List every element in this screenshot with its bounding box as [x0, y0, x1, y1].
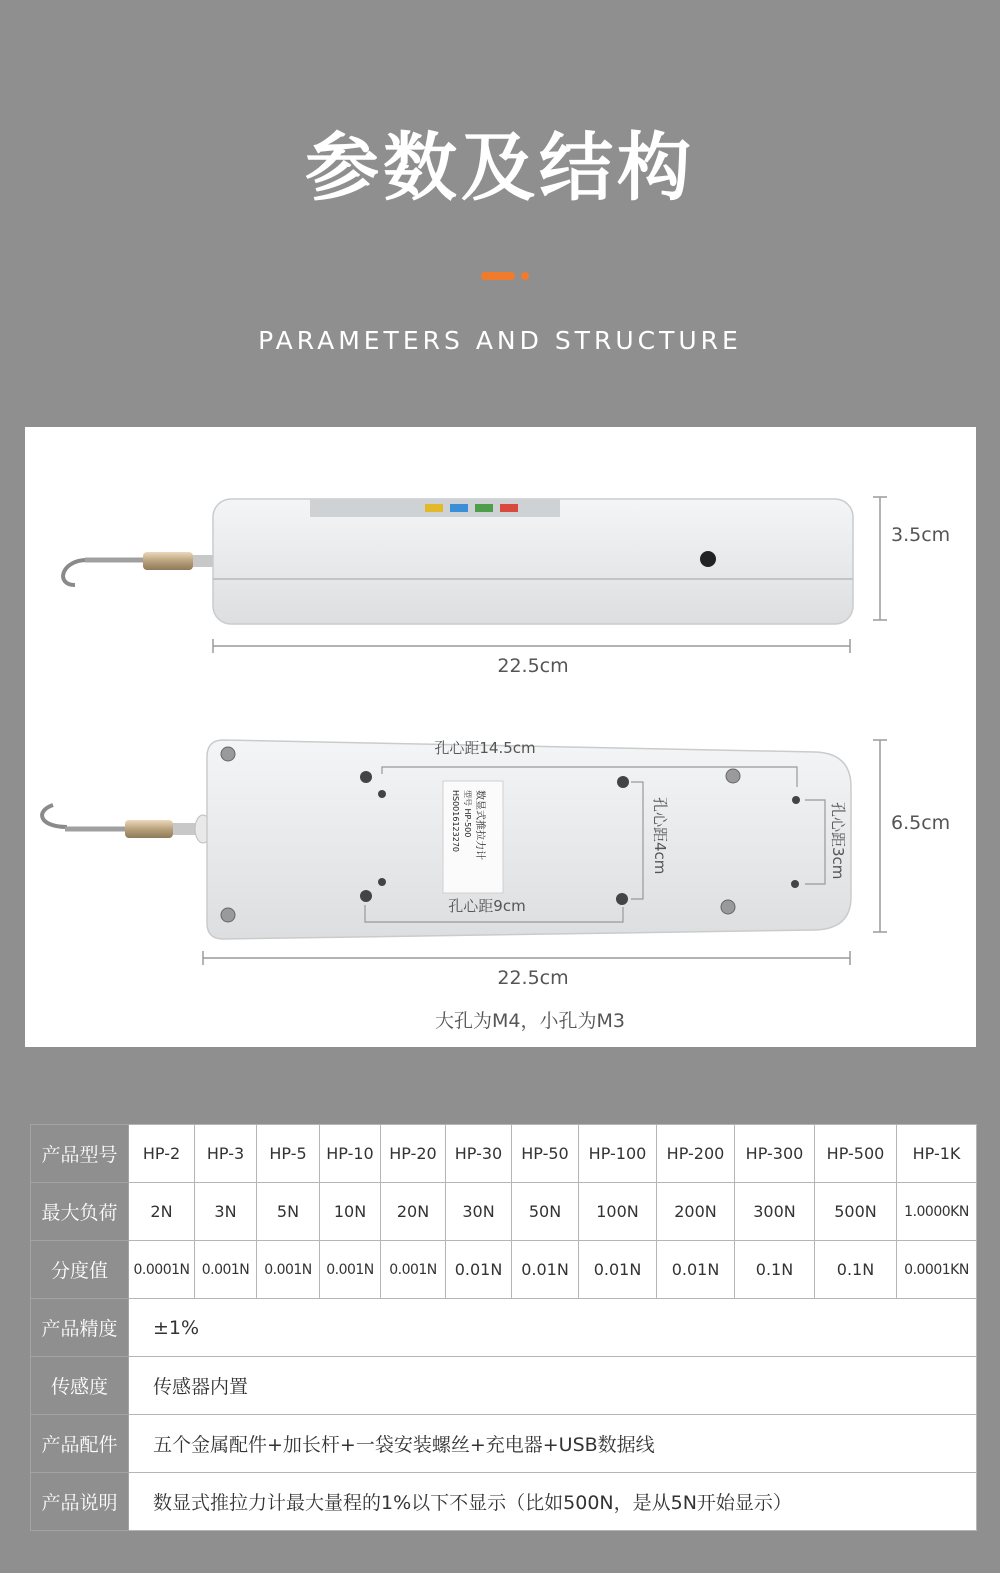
hole-distance-top: 孔心距14.5cm — [434, 739, 536, 757]
max-load-cell: 500N — [815, 1183, 897, 1241]
resolution-cell: 0.001N — [257, 1241, 320, 1299]
max-load-cell: 1.0000KN — [897, 1183, 977, 1241]
product-figure — [25, 427, 976, 1047]
resolution-cell: 0.001N — [381, 1241, 446, 1299]
charge-port — [700, 551, 716, 567]
accuracy-label: 产品精度 — [31, 1299, 129, 1357]
model-cell: HP-50 — [512, 1125, 579, 1183]
model-cell: HP-3 — [195, 1125, 257, 1183]
hole-distance-bottom: 孔心距9cm — [448, 897, 526, 915]
model-cell: HP-100 — [579, 1125, 657, 1183]
side-length-label: 22.5cm — [497, 655, 569, 677]
resolution-cell: 0.01N — [579, 1241, 657, 1299]
sensor-row — [31, 1357, 977, 1415]
max-load-cell: 20N — [381, 1183, 446, 1241]
hole-distance-right: 孔心距3cm — [829, 802, 847, 880]
resolution-label: 分度值 — [31, 1241, 129, 1299]
resolution-cell: 0.0001N — [129, 1241, 195, 1299]
model-cell: HP-2 — [129, 1125, 195, 1183]
model-cell: HP-1K — [897, 1125, 977, 1183]
side-body — [213, 499, 853, 624]
description-label: 产品说明 — [31, 1473, 129, 1531]
mount-hole — [360, 890, 372, 902]
max-load-cell: 300N — [735, 1183, 815, 1241]
resolution-cell: 0.001N — [195, 1241, 257, 1299]
sensor-label: 传感度 — [31, 1357, 129, 1415]
back-hook — [42, 805, 67, 827]
svg-text:HS0016123270: HS0016123270 — [451, 790, 460, 852]
resolution-cell: 0.1N — [735, 1241, 815, 1299]
accessories-value: 五个金属配件+加长杆+一袋安装螺丝+充电器+USB数据线 — [129, 1415, 977, 1473]
max-load-cell: 2N — [129, 1183, 195, 1241]
resolution-cell: 0.01N — [446, 1241, 512, 1299]
max-load-cell: 100N — [579, 1183, 657, 1241]
side-height-label: 3.5cm — [891, 524, 951, 546]
side-knurled-nut — [143, 552, 193, 570]
page-title-en: PARAMETERS AND STRUCTURE — [258, 326, 742, 355]
resolution-cell: 0.1N — [815, 1241, 897, 1299]
corner-screw — [721, 900, 735, 914]
model-cell: HP-300 — [735, 1125, 815, 1183]
spec-table — [30, 1124, 977, 1531]
hole-distance-mid: 孔心距4cm — [651, 797, 669, 875]
accessories-label: 产品配件 — [31, 1415, 129, 1473]
corner-screw — [221, 908, 235, 922]
model-cell: HP-30 — [446, 1125, 512, 1183]
mount-hole — [617, 776, 629, 788]
max-load-cell: 50N — [512, 1183, 579, 1241]
mount-hole — [360, 771, 372, 783]
max-load-cell: 5N — [257, 1183, 320, 1241]
accent-bar — [481, 272, 515, 280]
max-load-cell: 10N — [320, 1183, 381, 1241]
mount-hole — [616, 893, 628, 905]
resolution-cell: 0.01N — [512, 1241, 579, 1299]
resolution-cell: 0.01N — [657, 1241, 735, 1299]
max-load-cell: 3N — [195, 1183, 257, 1241]
mount-hole — [378, 790, 386, 798]
model-cell: HP-200 — [657, 1125, 735, 1183]
back-body — [207, 740, 851, 939]
model-label: 产品型号 — [31, 1125, 129, 1183]
max-load-label: 最大负荷 — [31, 1183, 129, 1241]
model-cell: HP-10 — [320, 1125, 381, 1183]
mount-hole — [378, 878, 386, 886]
description-value: 数显式推拉力计最大量程的1%以下不显示（比如500N，是从5N开始显示） — [129, 1473, 977, 1531]
model-cell: HP-500 — [815, 1125, 897, 1183]
model-cell: HP-5 — [257, 1125, 320, 1183]
corner-screw — [221, 747, 235, 761]
description-row — [31, 1473, 977, 1531]
model-cell: HP-20 — [381, 1125, 446, 1183]
accessories-row — [31, 1415, 977, 1473]
svg-text:数显式推拉力计: 数显式推拉力计 — [474, 790, 485, 860]
max-load-cell: 30N — [446, 1183, 512, 1241]
back-view-device — [42, 740, 851, 939]
accuracy-row — [31, 1299, 977, 1357]
resolution-cell: 0.001N — [320, 1241, 381, 1299]
model-row — [31, 1125, 977, 1183]
hole-size-note: 大孔为M4，小孔为M3 — [435, 1010, 625, 1032]
page-title-zh: 参数及结构 — [305, 125, 695, 211]
sensor-value: 传感器内置 — [129, 1357, 977, 1415]
corner-screw — [726, 769, 740, 783]
back-height-label: 6.5cm — [891, 812, 951, 834]
back-length-label: 22.5cm — [497, 967, 569, 989]
accent-dot — [521, 272, 529, 280]
dimension-drawing — [25, 427, 976, 1047]
resolution-cell: 0.0001KN — [897, 1241, 977, 1299]
accuracy-value: ±1% — [129, 1299, 977, 1357]
mount-hole — [791, 880, 799, 888]
back-knurled-nut — [125, 820, 173, 838]
svg-text:型号 HP-500: 型号 HP-500 — [463, 790, 472, 838]
max-load-cell: 200N — [657, 1183, 735, 1241]
side-hook — [63, 560, 87, 585]
mount-hole — [792, 796, 800, 804]
side-view-device — [63, 499, 853, 624]
resolution-row — [31, 1241, 977, 1299]
max-load-row — [31, 1183, 977, 1241]
